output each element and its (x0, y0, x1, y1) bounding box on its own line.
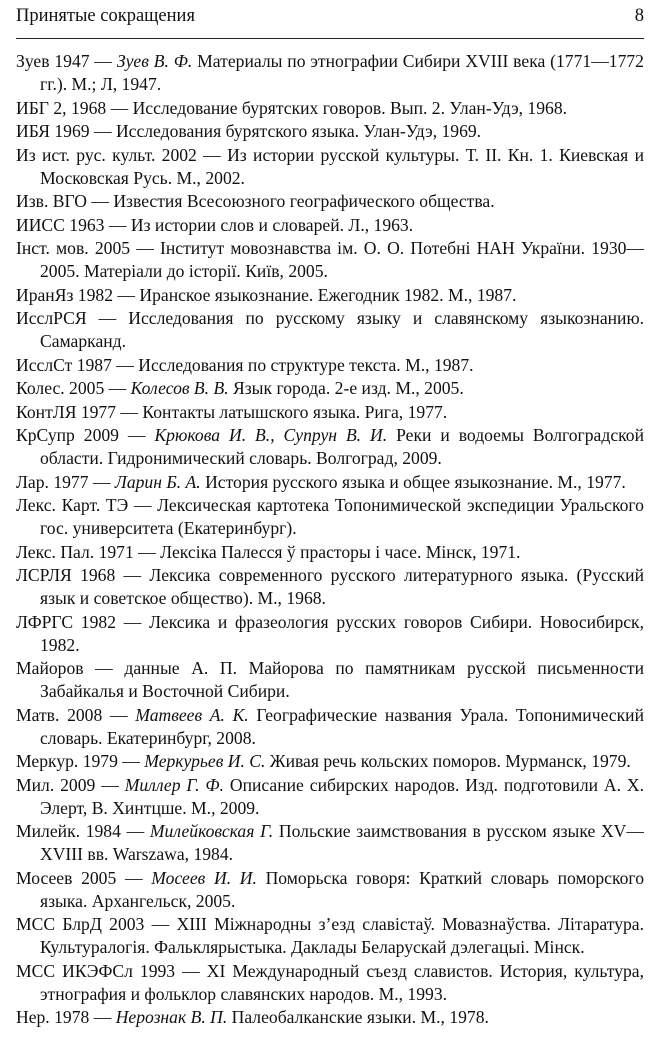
entry-author: Миллер Г. Ф. (124, 774, 224, 795)
abbreviation-entry (16, 774, 644, 820)
abbreviation-entry (16, 377, 644, 400)
entry-abbreviation: ИсслРСЯ (16, 308, 87, 328)
abbreviation-entry (16, 50, 644, 96)
abbreviation-entry (16, 471, 644, 494)
abbreviation-entry (16, 1006, 644, 1029)
entry-abbreviation: Лекс. Карт. ТЭ (16, 495, 129, 515)
entry-abbreviation: Мил. 2009 (16, 774, 96, 795)
abbreviation-entry (16, 960, 644, 1006)
entry-dash: — (133, 541, 161, 562)
entry-dash: — (175, 960, 207, 981)
entry-description: Из истории слов и словарей. Л., 1963. (130, 214, 414, 235)
entry-abbreviation: Нер. 1978 (16, 1007, 90, 1027)
entry-dash: — (196, 144, 228, 165)
entry-dash: — (88, 471, 115, 492)
entry-dash: — (113, 284, 140, 305)
entry-description: Исследование бурятских говоров. Вып. 2. Улан-Удэ, 1968. (132, 97, 568, 118)
entry-description: данные А. П. Майорова по памятникам русской письменности Забайкалья и Восточной Сибири. (40, 658, 644, 701)
entry-abbreviation: ЛСРЛЯ 1968 (16, 565, 116, 585)
abbreviation-entry (16, 307, 644, 353)
entry-abbreviation: КонтЛЯ 1977 (16, 401, 117, 422)
entry-author: Зуев В. Ф. (116, 51, 193, 71)
entry-dash: — (86, 308, 129, 328)
entry-description: Исследования по структуре текста. М., 1987. (138, 354, 474, 375)
entry-dash: — (115, 565, 150, 585)
entry-dash: — (130, 238, 161, 258)
entry-description: Материалы по этнографии Сибири XVIII века (1771—1772 гг.). М.; Л, 1947. (40, 51, 644, 94)
abbreviation-entry (16, 657, 644, 703)
entry-description: XIII Міжнародны з’езд славістаў. Мовазнаўства. Літаратура. Культуралогія. Фальклярыстыка. Даклады Беларускай дэлегацыі. Мінск. (40, 914, 645, 957)
entry-abbreviation: Лар. 1977 (16, 471, 89, 492)
entry-abbreviation: ИБГ 2, 1968 (16, 97, 107, 118)
entry-abbreviation: Майоров (16, 658, 84, 678)
entry-abbreviation: ИИСС 1963 (16, 214, 105, 235)
entry-description: Из истории русской культуры. Т. II. Кн. 1. Киевская и Московская Русь. М., 2002. (40, 144, 645, 188)
page-number: 8 (634, 6, 644, 26)
entry-description: Поморьска говоря: Краткий словарь поморского языка. Архангельск, 2005. (40, 867, 645, 911)
entry-author: Нерознак В. П. (115, 1007, 228, 1027)
entry-dash: — (95, 774, 125, 795)
entry-description: Известия Всесоюзного географического общества. (113, 191, 495, 211)
abbreviation-entry (16, 750, 644, 773)
entry-abbreviation: ЛФРГС 1982 (16, 611, 116, 632)
entry-dash: — (118, 425, 155, 445)
entry-dash: — (86, 191, 114, 211)
entry-author: Матвеев А. К. (135, 704, 249, 725)
entry-description: Живая речь кольских поморов. Мурманск, 1979. (265, 751, 631, 771)
entry-description: История русского языка и общее языкознание. М., 1977. (200, 471, 626, 492)
entry-description: Лексіка Палесся ў прасторы і часе. Мінск, 1971. (160, 541, 521, 562)
entry-dash: — (89, 51, 117, 71)
entry-abbreviation: МСС ИКЭФСл 1993 (16, 960, 176, 981)
entry-description: Язык города. 2-е изд. М., 2005. (228, 378, 464, 398)
entry-dash: — (106, 97, 133, 118)
entry-abbreviation: Зуев 1947 (16, 51, 90, 71)
entry-abbreviation: Милейк. 1984 (16, 821, 121, 841)
entry-dash: — (89, 121, 116, 141)
abbreviation-entry (16, 214, 644, 237)
entry-dash: — (116, 867, 152, 888)
entry-abbreviation: ИранЯз 1982 (16, 284, 113, 305)
entry-dash: — (144, 914, 177, 934)
entry-dash: — (104, 214, 131, 235)
abbreviation-entry (16, 284, 644, 307)
entry-author: Крюкова И. В., Супрун В. И. (154, 425, 388, 445)
abbreviation-entry (16, 541, 644, 564)
entry-dash: — (104, 378, 131, 398)
abbreviation-entry (16, 354, 644, 377)
entry-abbreviation: Из ист. рус. культ. 2002 (16, 144, 197, 165)
entry-abbreviation: ИсслСт 1987 (16, 354, 112, 375)
entry-author: Колесов В. В. (130, 378, 229, 398)
entry-description: Описание сибирских народов. Изд. подготовили А. Х. Элерт, В. Хинтцше. М., 2009. (40, 774, 645, 818)
entry-dash: — (120, 821, 150, 841)
entry-dash: — (116, 401, 143, 422)
entry-description: Лексическая картотека Топонимической экспедиции Уральского гос. университета (Екатеринбург). (40, 495, 644, 538)
abbreviation-entry (16, 190, 644, 213)
page-title: Принятые сокращения (16, 6, 195, 26)
header-rule (16, 38, 644, 39)
abbreviation-entry (16, 237, 644, 283)
entry-author: Мосеев И. И. (151, 867, 257, 888)
abbreviation-entry (16, 564, 644, 610)
entry-description: Лексика современного русского литературного языка. (Русский язык и советское общество). М., 1968. (40, 565, 644, 608)
entry-dash: — (89, 1007, 116, 1027)
running-header (16, 6, 644, 34)
abbreviation-entry (16, 401, 644, 424)
entry-abbreviation: МСС БлрД 2003 (16, 914, 145, 934)
entry-abbreviation: Лекс. Пал. 1971 (16, 541, 134, 562)
entry-dash: — (128, 495, 158, 515)
entry-dash: — (102, 704, 136, 725)
abbreviation-entry (16, 97, 644, 120)
entry-abbreviation: Изв. ВГО (16, 191, 87, 211)
abbreviation-entry (16, 144, 644, 190)
abbreviation-entry (16, 704, 644, 750)
entry-author: Ларин Б. А. (114, 471, 201, 492)
entry-abbreviation: Колес. 2005 (16, 378, 105, 398)
abbreviation-entry (16, 913, 644, 959)
entry-author: Меркурьев И. С. (144, 751, 266, 771)
abbreviation-entry (16, 820, 644, 866)
abbreviation-entry (16, 120, 644, 143)
entry-abbreviation: КрСупр 2009 (16, 425, 119, 445)
entry-description: Исследования по русскому языку и славянскому языкознанию. Самарканд. (40, 308, 645, 351)
abbreviation-entry (16, 494, 644, 540)
entry-description: Исследования бурятского языка. Улан-Удэ, 1969. (115, 121, 482, 141)
abbreviation-entry (16, 611, 644, 657)
entry-abbreviation: ИБЯ 1969 (16, 121, 90, 141)
entry-abbreviation: Інст. мов. 2005 (16, 238, 131, 258)
entry-description: XI Международный съезд славистов. История, культура, этнография и фольклор славянских народов. М., 1993. (40, 960, 644, 1004)
abbreviations-list (16, 50, 644, 1030)
entry-abbreviation: Меркур. 1979 (16, 751, 118, 771)
abbreviation-entry (16, 867, 644, 913)
entry-author: Милейковская Г. (149, 821, 274, 841)
entry-description: Інститут мовознавства ім. О. О. Потебні НАН України. 1930—2005. Матеріали до історії. Київ, 2005. (40, 238, 645, 281)
entry-dash: — (83, 658, 125, 678)
entry-description: Палеобалканские языки. М., 1978. (227, 1007, 489, 1027)
entry-description: Реки и водоемы Волгоградской области. Гидронимический словарь. Волгоград, 2009. (40, 425, 644, 468)
entry-description: Географические названия Урала. Топонимический словарь. Екатеринбург, 2008. (40, 704, 644, 748)
entry-description: Польские заимствования в русском языке XV—XVIII вв. Warszawa, 1984. (40, 821, 644, 864)
entry-abbreviation: Мосеев 2005 (16, 867, 117, 888)
entry-abbreviation: Матв. 2008 (16, 704, 103, 725)
entry-dash: — (117, 751, 145, 771)
entry-description: Контакты латышского языка. Рига, 1977. (142, 401, 448, 422)
entry-description: Лексика и фразеология русских говоров Сибири. Новосибирск, 1982. (40, 611, 644, 655)
entry-dash: — (111, 354, 139, 375)
abbreviation-entry (16, 424, 644, 470)
entry-dash: — (116, 611, 150, 632)
entry-description: Иранское языкознание. Ежегодник 1982. М., 1987. (139, 284, 517, 305)
